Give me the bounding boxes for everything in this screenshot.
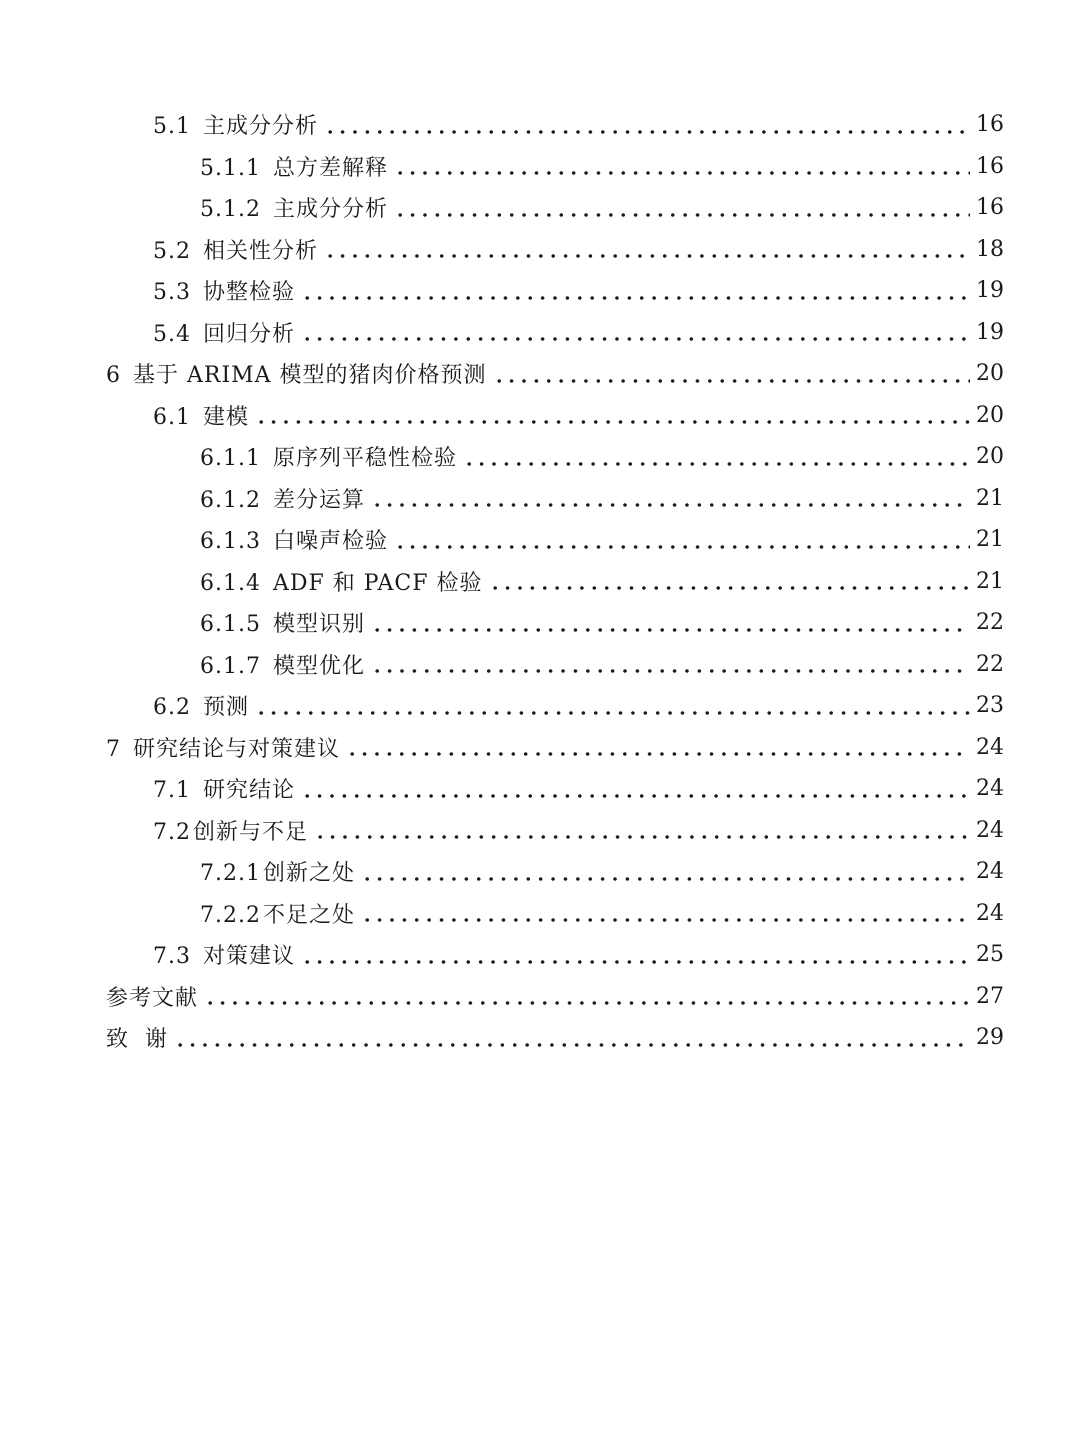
toc-entry-number: 7.2.2 [200,902,261,928]
toc-entry-title-group [200,566,483,597]
toc-entry-title-group [200,151,388,182]
toc-dot-leader [301,944,970,966]
toc-dot-leader [174,1027,970,1049]
toc-entry[interactable] [0,727,1080,769]
toc-dot-leader [301,280,970,302]
toc-entry-page-number: 22 [976,651,1004,677]
toc-entry-title: 研究结论与对策建议 [133,736,341,762]
toc-entry[interactable] [0,561,1080,603]
toc-entry[interactable] [0,395,1080,437]
toc-entry-number: 5.1.1 [200,155,261,181]
toc-entry-page-number: 19 [976,278,1004,304]
toc-entry-number: 6.1 [153,404,191,430]
toc-entry-page-number: 21 [976,568,1004,594]
toc-entry-page-number: 24 [976,900,1004,926]
toc-entry-title: 回归分析 [203,321,296,347]
toc-entry[interactable] [0,893,1080,935]
toc-dot-leader [394,529,970,551]
toc-entry-number: 7.1 [153,778,191,804]
toc-entry-number: 6.1.3 [200,529,261,555]
toc-entry-page-number: 18 [976,236,1004,262]
toc-entry-page-number: 22 [976,610,1004,636]
toc-entry-title-group [200,649,365,680]
toc-entry-title-group [106,1022,168,1053]
toc-entry-page-number: 27 [976,983,1004,1009]
toc-dot-leader [361,861,970,883]
toc-dot-leader [371,653,970,675]
toc-entry[interactable] [0,851,1080,893]
toc-entry-title: 相关性分析 [203,238,319,264]
toc-dot-leader [324,238,970,260]
toc-dot-leader [489,570,970,592]
toc-dot-leader [301,778,970,800]
toc-entry[interactable] [0,1017,1080,1059]
toc-entry-title-group [153,690,249,721]
toc-dot-leader [394,197,970,219]
toc-entry-title-group [200,192,388,223]
toc-entry-title-group [200,607,365,638]
toc-entry-page-number: 20 [976,361,1004,387]
toc-dot-leader [255,695,970,717]
toc-dot-leader [371,487,970,509]
toc-entry-page-number: 21 [976,527,1004,553]
toc-entry-title-group [200,898,355,929]
toc-entry[interactable] [0,976,1080,1018]
toc-entry-title-group [106,358,487,389]
toc-entry-number: 7.2 [153,819,191,845]
toc-entry-title: 基于 ARIMA 模型的猪肉价格预测 [133,363,487,389]
toc-dot-leader [493,363,970,385]
toc-entry-title: 模型优化 [272,653,365,679]
toc-entry[interactable] [0,187,1080,229]
toc-entry-title-group [153,234,318,265]
toc-entry-title-group [153,275,295,306]
toc-entry[interactable] [0,353,1080,395]
toc-entry-number: 6.1.7 [200,653,261,679]
toc-entry-page-number: 16 [976,195,1004,221]
toc-entry-title-group [200,441,457,472]
toc-entry-title: 主成分分析 [272,197,388,223]
toc-entry[interactable] [0,146,1080,188]
toc-entry-title: 参考文献 [106,985,199,1011]
toc-entry-title-group [106,981,198,1012]
toc-entry-number: 6.1.1 [200,446,261,472]
toc-entry[interactable] [0,478,1080,520]
toc-entry-title: 总方差解释 [272,155,388,181]
toc-dot-leader [324,114,970,136]
toc-entry-page-number: 24 [976,776,1004,802]
toc-entry-page-number: 20 [976,444,1004,470]
toc-entry-title-group [200,856,355,887]
toc-entry-title-group [153,109,318,140]
toc-entry-title: 建模 [203,404,250,430]
toc-entry[interactable] [0,934,1080,976]
toc-entry[interactable] [0,810,1080,852]
toc-entry[interactable] [0,436,1080,478]
toc-entry[interactable] [0,768,1080,810]
toc-entry-title: 研究结论 [203,778,296,804]
toc-entry[interactable] [0,312,1080,354]
toc-dot-leader [314,819,970,841]
toc-entry-title-group [153,939,295,970]
toc-dot-leader [394,155,970,177]
toc-entry-number: 7.3 [153,944,191,970]
toc-entry-title-group [106,732,340,763]
toc-entry-title-group [153,317,295,348]
toc-entry-number: 6.1.2 [200,487,261,513]
toc-entry[interactable] [0,685,1080,727]
toc-entry-number: 6 [106,363,121,389]
toc-entry-number: 5.3 [153,280,191,306]
toc-entry[interactable] [0,644,1080,686]
toc-entry-page-number: 16 [976,153,1004,179]
toc-entry-number: 7 [106,736,121,762]
toc-entry-title: 模型识别 [272,612,365,638]
toc-entry-title: 主成分分析 [203,114,319,140]
toc-entry-title: 原序列平稳性检验 [272,446,457,472]
toc-entry-page-number: 19 [976,319,1004,345]
toc-entry-title: 创新之处 [262,861,355,887]
toc-entry-number: 6.1.5 [200,612,261,638]
toc-entry[interactable] [0,270,1080,312]
toc-entry-title: 协整检验 [203,280,296,306]
toc-entry-title-group [200,524,388,555]
toc-entry-title: 白噪声检验 [272,529,388,555]
toc-dot-leader [361,902,970,924]
toc-entry-title: 致 谢 [106,1027,168,1053]
toc-entry-page-number: 29 [976,1025,1004,1051]
toc-entry-title: 不足之处 [262,902,355,928]
toc-entry-page-number: 25 [976,942,1004,968]
toc-entry-number: 5.4 [153,321,191,347]
toc-dot-leader [346,736,970,758]
toc-entry-number: 5.1 [153,114,191,140]
toc-entry-title-group [153,400,249,431]
toc-entry-number: 5.2 [153,238,191,264]
toc-dot-leader [204,985,970,1007]
toc-entry-page-number: 21 [976,485,1004,511]
toc-dot-leader [371,612,970,634]
toc-entry-title: ADF 和 PACF 检验 [272,570,483,596]
toc-entry-title: 差分运算 [272,487,365,513]
toc-dot-leader [463,446,970,468]
toc-entry-title: 创新与不足 [193,819,309,845]
toc-entry[interactable] [0,104,1080,146]
toc-entry-title-group [153,815,308,846]
toc-entry-title-group [153,773,295,804]
toc-dot-leader [301,321,970,343]
toc-entry[interactable] [0,519,1080,561]
table-of-contents [0,104,1080,1059]
toc-entry[interactable] [0,602,1080,644]
toc-entry-page-number: 20 [976,402,1004,428]
toc-entry-number: 5.1.2 [200,197,261,223]
toc-entry-page-number: 24 [976,817,1004,843]
toc-entry[interactable] [0,229,1080,271]
toc-entry-page-number: 24 [976,859,1004,885]
toc-entry-page-number: 24 [976,734,1004,760]
toc-entry-number: 6.2 [153,695,191,721]
toc-entry-title: 预测 [203,695,250,721]
toc-entry-page-number: 16 [976,112,1004,138]
toc-entry-number: 7.2.1 [200,861,261,887]
toc-entry-page-number: 23 [976,693,1004,719]
toc-entry-title-group [200,483,365,514]
toc-entry-number: 6.1.4 [200,570,261,596]
toc-dot-leader [255,404,970,426]
toc-entry-title: 对策建议 [203,944,296,970]
